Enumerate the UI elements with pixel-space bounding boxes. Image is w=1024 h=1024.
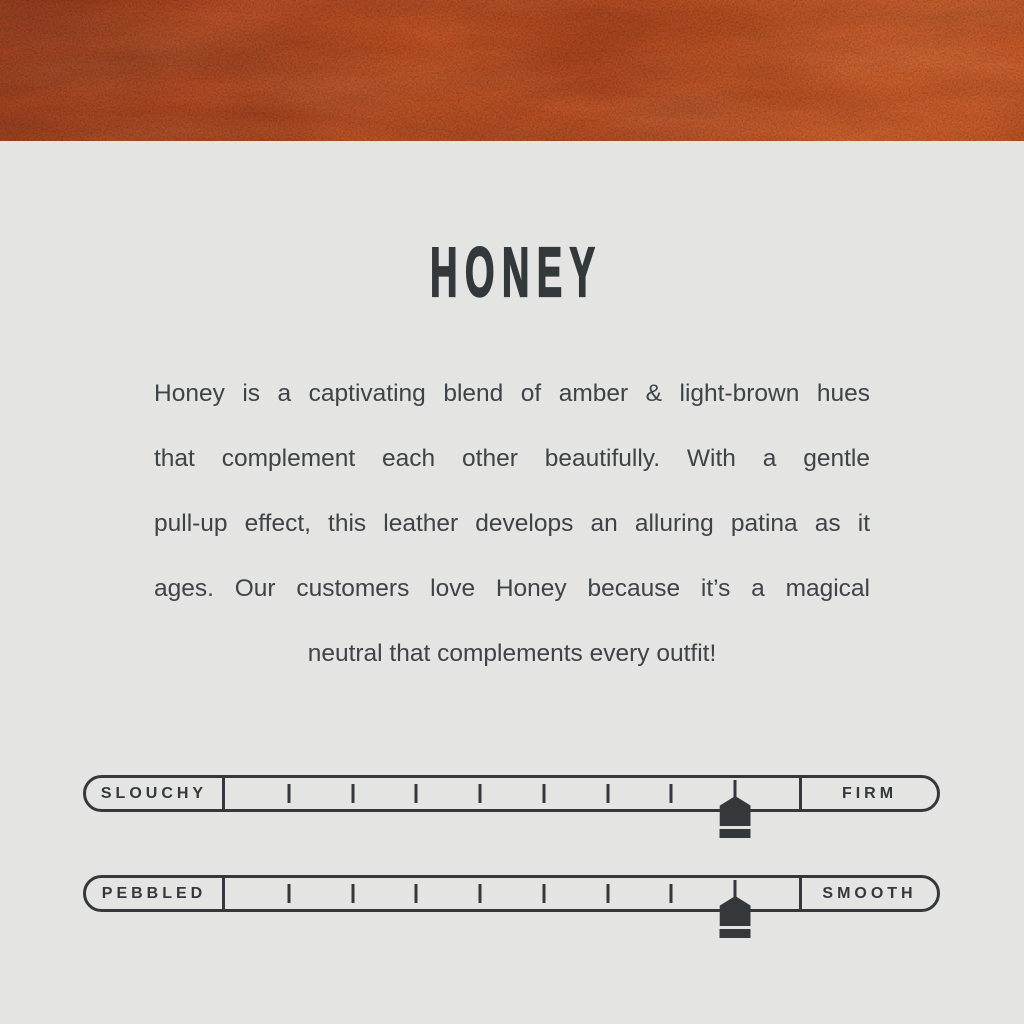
description-line: that complement each other beautifully. With a gentle: [154, 445, 870, 472]
scale-tick: [351, 784, 354, 803]
structure-scale-left-label: SLOUCHY: [86, 778, 225, 809]
scale-tick: [479, 884, 482, 903]
marker-stem: [734, 780, 737, 796]
color-description: [154, 361, 870, 686]
scale-value-marker: [720, 780, 751, 838]
structure-scale-right-label: FIRM: [799, 778, 937, 809]
texture-scale: [83, 875, 940, 912]
title-row: [0, 233, 1024, 311]
marker-head-icon: [720, 796, 751, 826]
leather-swatch-image: [0, 0, 1024, 141]
texture-scale-right-label: SMOOTH: [799, 878, 937, 909]
scale-tick: [606, 784, 609, 803]
description-line: Honey is a captivating blend of amber & light-brown hues: [154, 380, 870, 407]
description-line: ages. Our customers love Honey because it’s a magical: [154, 575, 870, 602]
structure-scale: [83, 775, 940, 812]
scale-tick: [287, 884, 290, 903]
marker-stem: [734, 880, 737, 896]
scale-tick: [479, 784, 482, 803]
scale-tick: [606, 884, 609, 903]
scale-tick: [670, 884, 673, 903]
scale-tick: [670, 784, 673, 803]
marker-band: [720, 829, 751, 838]
scale-tick: [287, 784, 290, 803]
structure-scale-track: [225, 778, 799, 809]
marker-band: [720, 929, 751, 938]
description-line: pull-up effect, this leather develops an alluring patina as it: [154, 510, 870, 537]
scale-tick: [351, 884, 354, 903]
scale-tick: [542, 884, 545, 903]
scale-tick: [415, 884, 418, 903]
description-line: neutral that complements every outfit!: [307, 640, 717, 667]
leather-grain: [0, 0, 1024, 141]
texture-scale-track: [225, 878, 799, 909]
marker-head-icon: [720, 896, 751, 926]
page-title: HONEY: [429, 233, 602, 311]
scale-tick: [415, 784, 418, 803]
scale-value-marker: [720, 880, 751, 938]
texture-scale-left-label: PEBBLED: [86, 878, 225, 909]
scale-tick: [542, 784, 545, 803]
card-body: [0, 141, 1024, 1024]
